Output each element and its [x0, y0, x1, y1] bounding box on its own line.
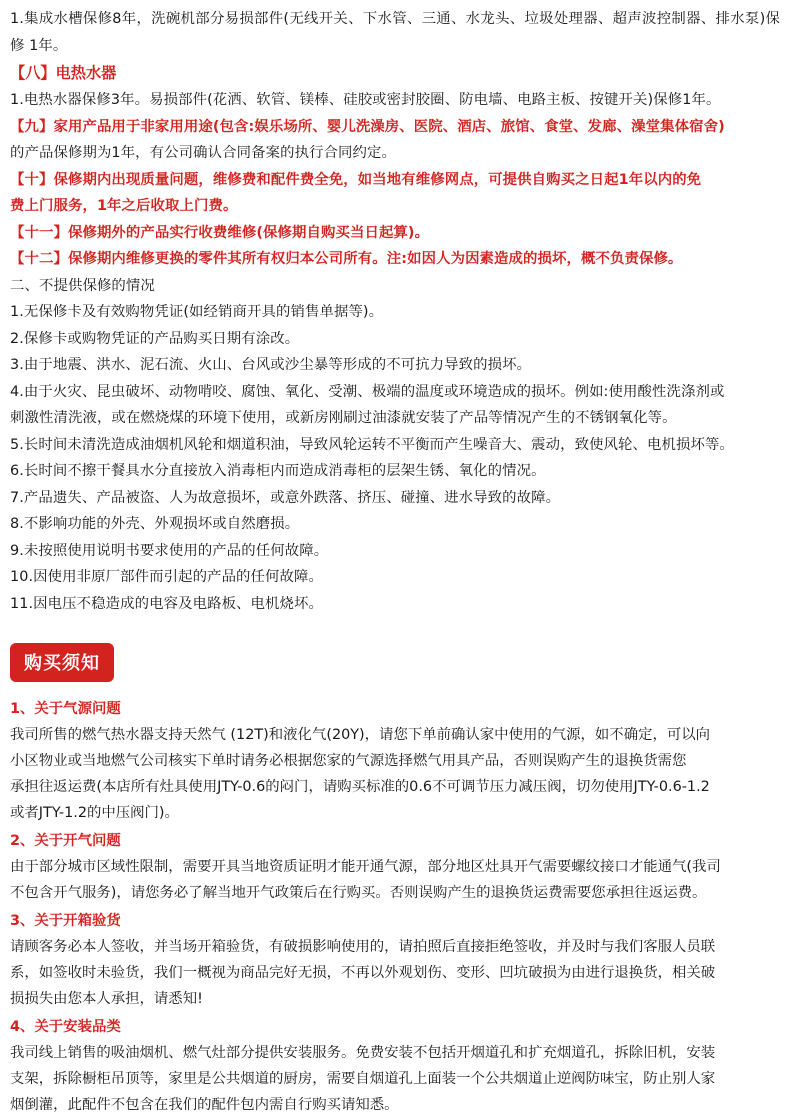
warranty-subheading: 二、不提供保修的情况: [10, 277, 155, 294]
warranty-line: 4.由于火灾、昆虫破坏、动物啃咬、腐蚀、氧化、受潮、极端的温度或环境造成的损坏。例如:使用酸性洗涤剂或: [10, 383, 725, 400]
notice-paragraph: 请顾客务必本人签收，并当场开箱验货，有破损影响使用的，请拍照后直接拒绝签收，并及时与我们客服人员联: [10, 939, 716, 955]
warranty-line: 刺激性清洗液，或在燃烧煤的环境下使用，或新房刚刷过油漆就安装了产品等情况产生的不锈钢氧化等。: [10, 410, 677, 426]
warranty-line: 3.由于地震、洪水、泥石流、火山、台风或沙尘暴等形成的不可抗力导致的损坏。: [10, 357, 532, 373]
notice-paragraph: 支架，拆除橱柜吊顶等，家里是公共烟道的厨房，需要自烟道孔上面装一个公共烟道止逆阀防味宝，防止别人家: [10, 1071, 716, 1087]
notice-title: 3、关于开箱验货: [10, 913, 121, 929]
notice-paragraph: 不包含开气服务)，请您务必了解当地开气政策后在行购买。否则误购产生的退换货运费需要您承担往返运费。: [10, 885, 707, 901]
warranty-line: 1.无保修卡及有效购物凭证(如经销商开具的销售单据等)。: [10, 304, 384, 320]
warranty-line: 【十二】保修期内维修更换的零件其所有权归本公司所有。注:如因人为因素造成的损坏，概不负责保修。: [10, 251, 683, 267]
notice-paragraph: 烟倒灌，此配件不包含在我们的配件包内需自行购买请知悉。: [10, 1097, 399, 1113]
warranty-line: 6.长时间不擦干餐具水分直接放入消毒柜内而造成消毒柜的层架生锈、氧化的情况。: [10, 463, 546, 479]
warranty-line: 的产品保修期为1年，有公司确认合同备案的执行合同约定。: [10, 145, 397, 161]
notice-paragraph: 损损失由您本人承担，请悉知!: [10, 991, 203, 1007]
notice-paragraph: 小区物业或当地燃气公司核实下单时请务必根据您家的气源选择燃气用具产品，否则误购产生的退换货需您: [10, 753, 687, 769]
warranty-line: 2.保修卡或购物凭证的产品购买日期有涂改。: [10, 330, 300, 347]
notice-paragraph: 承担往返运费(本店所有灶具使用JTY-0.6的闷门，请购买标准的0.6不可调节压力减压阀，切勿使用JTY-0.6-1.2: [10, 779, 710, 795]
warranty-line: 1.集成水槽保修8年，洗碗机部分易损部件(无线开关、下水管、三通、水龙头、垃圾处理器、超声波控制器、排水泵)保修 1年。: [10, 11, 780, 54]
warranty-line: 7.产品遗失、产品被盗、人为故意损坏，或意外跌落、挤压、碰撞、进水导致的故障。: [10, 489, 561, 506]
warranty-line: 10.因使用非原厂部件而引起的产品的任何故障。: [10, 569, 323, 585]
purchase-notice-banner: [10, 643, 780, 682]
warranty-line: 5.长时间未清洗造成油烟机风轮和烟道积油，导致风轮运转不平衡而产生噪音大、震动，致使风轮、电机损坏等。: [10, 436, 734, 453]
notice-title: 2、关于开气问题: [10, 833, 121, 849]
purchase-notice-banner-label: 购买须知: [10, 643, 114, 682]
notice-paragraph: 或者JTY-1.2的中压阀门)。: [10, 805, 179, 821]
notice-paragraph: 我司线上销售的吸油烟机、燃气灶部分提供安装服务。免费安装不包括开烟道孔和扩充烟道孔，拆除旧机，安装: [10, 1045, 716, 1061]
warranty-line: 【十】保修期内出现质量问题，维修费和配件费全免，如当地有维修网点，可提供自购买之日起1年以内的免: [10, 171, 702, 188]
warranty-line: 11.因电压不稳造成的电容及电路板、电机烧坏。: [10, 595, 323, 612]
warranty-line: 【十一】保修期外的产品实行收费维修(保修期自购买当日起算)。: [10, 224, 430, 241]
warranty-section-heading: 【八】电热水器: [10, 64, 117, 82]
warranty-line: 【九】家用产品用于非家用用途(包含:娱乐场所、婴儿洗澡房、医院、酒店、旅馆、食堂、发廊、澡堂集体宿舍): [10, 118, 725, 135]
warranty-section: [10, 6, 780, 617]
warranty-line: 9.未按照使用说明书要求使用的产品的任何故障。: [10, 542, 329, 559]
warranty-line: 8.不影响功能的外壳、外观损坏或自然磨损。: [10, 516, 300, 532]
warranty-line: 1.电热水器保修3年。易损部件(花洒、软管、镁棒、硅胶或密封胶圈、防电墙、电路主板、按键开关)保修1年。: [10, 92, 721, 108]
notice-section: [10, 696, 780, 1118]
warranty-line: 费上门服务，1年之后收取上门费。: [10, 198, 238, 214]
notice-paragraph: 系，如签收时未验货，我们一概视为商品完好无损，不再以外观划伤、变形、凹坑破损为由进行退换货，相关破: [10, 965, 716, 981]
notice-title: 1、关于气源问题: [10, 701, 121, 717]
notice-paragraph: 由于部分城市区域性限制，需要开具当地资质证明才能开通气源，部分地区灶具开气需要螺纹接口才能通气(我司: [10, 859, 721, 875]
notice-paragraph: 我司所售的燃气热水器支持天然气 (12T)和液化气(20Y)，请您下单前确认家中使用的气源，如不确定，可以向: [10, 727, 711, 743]
notice-title: 4、关于安装品类: [10, 1019, 121, 1035]
